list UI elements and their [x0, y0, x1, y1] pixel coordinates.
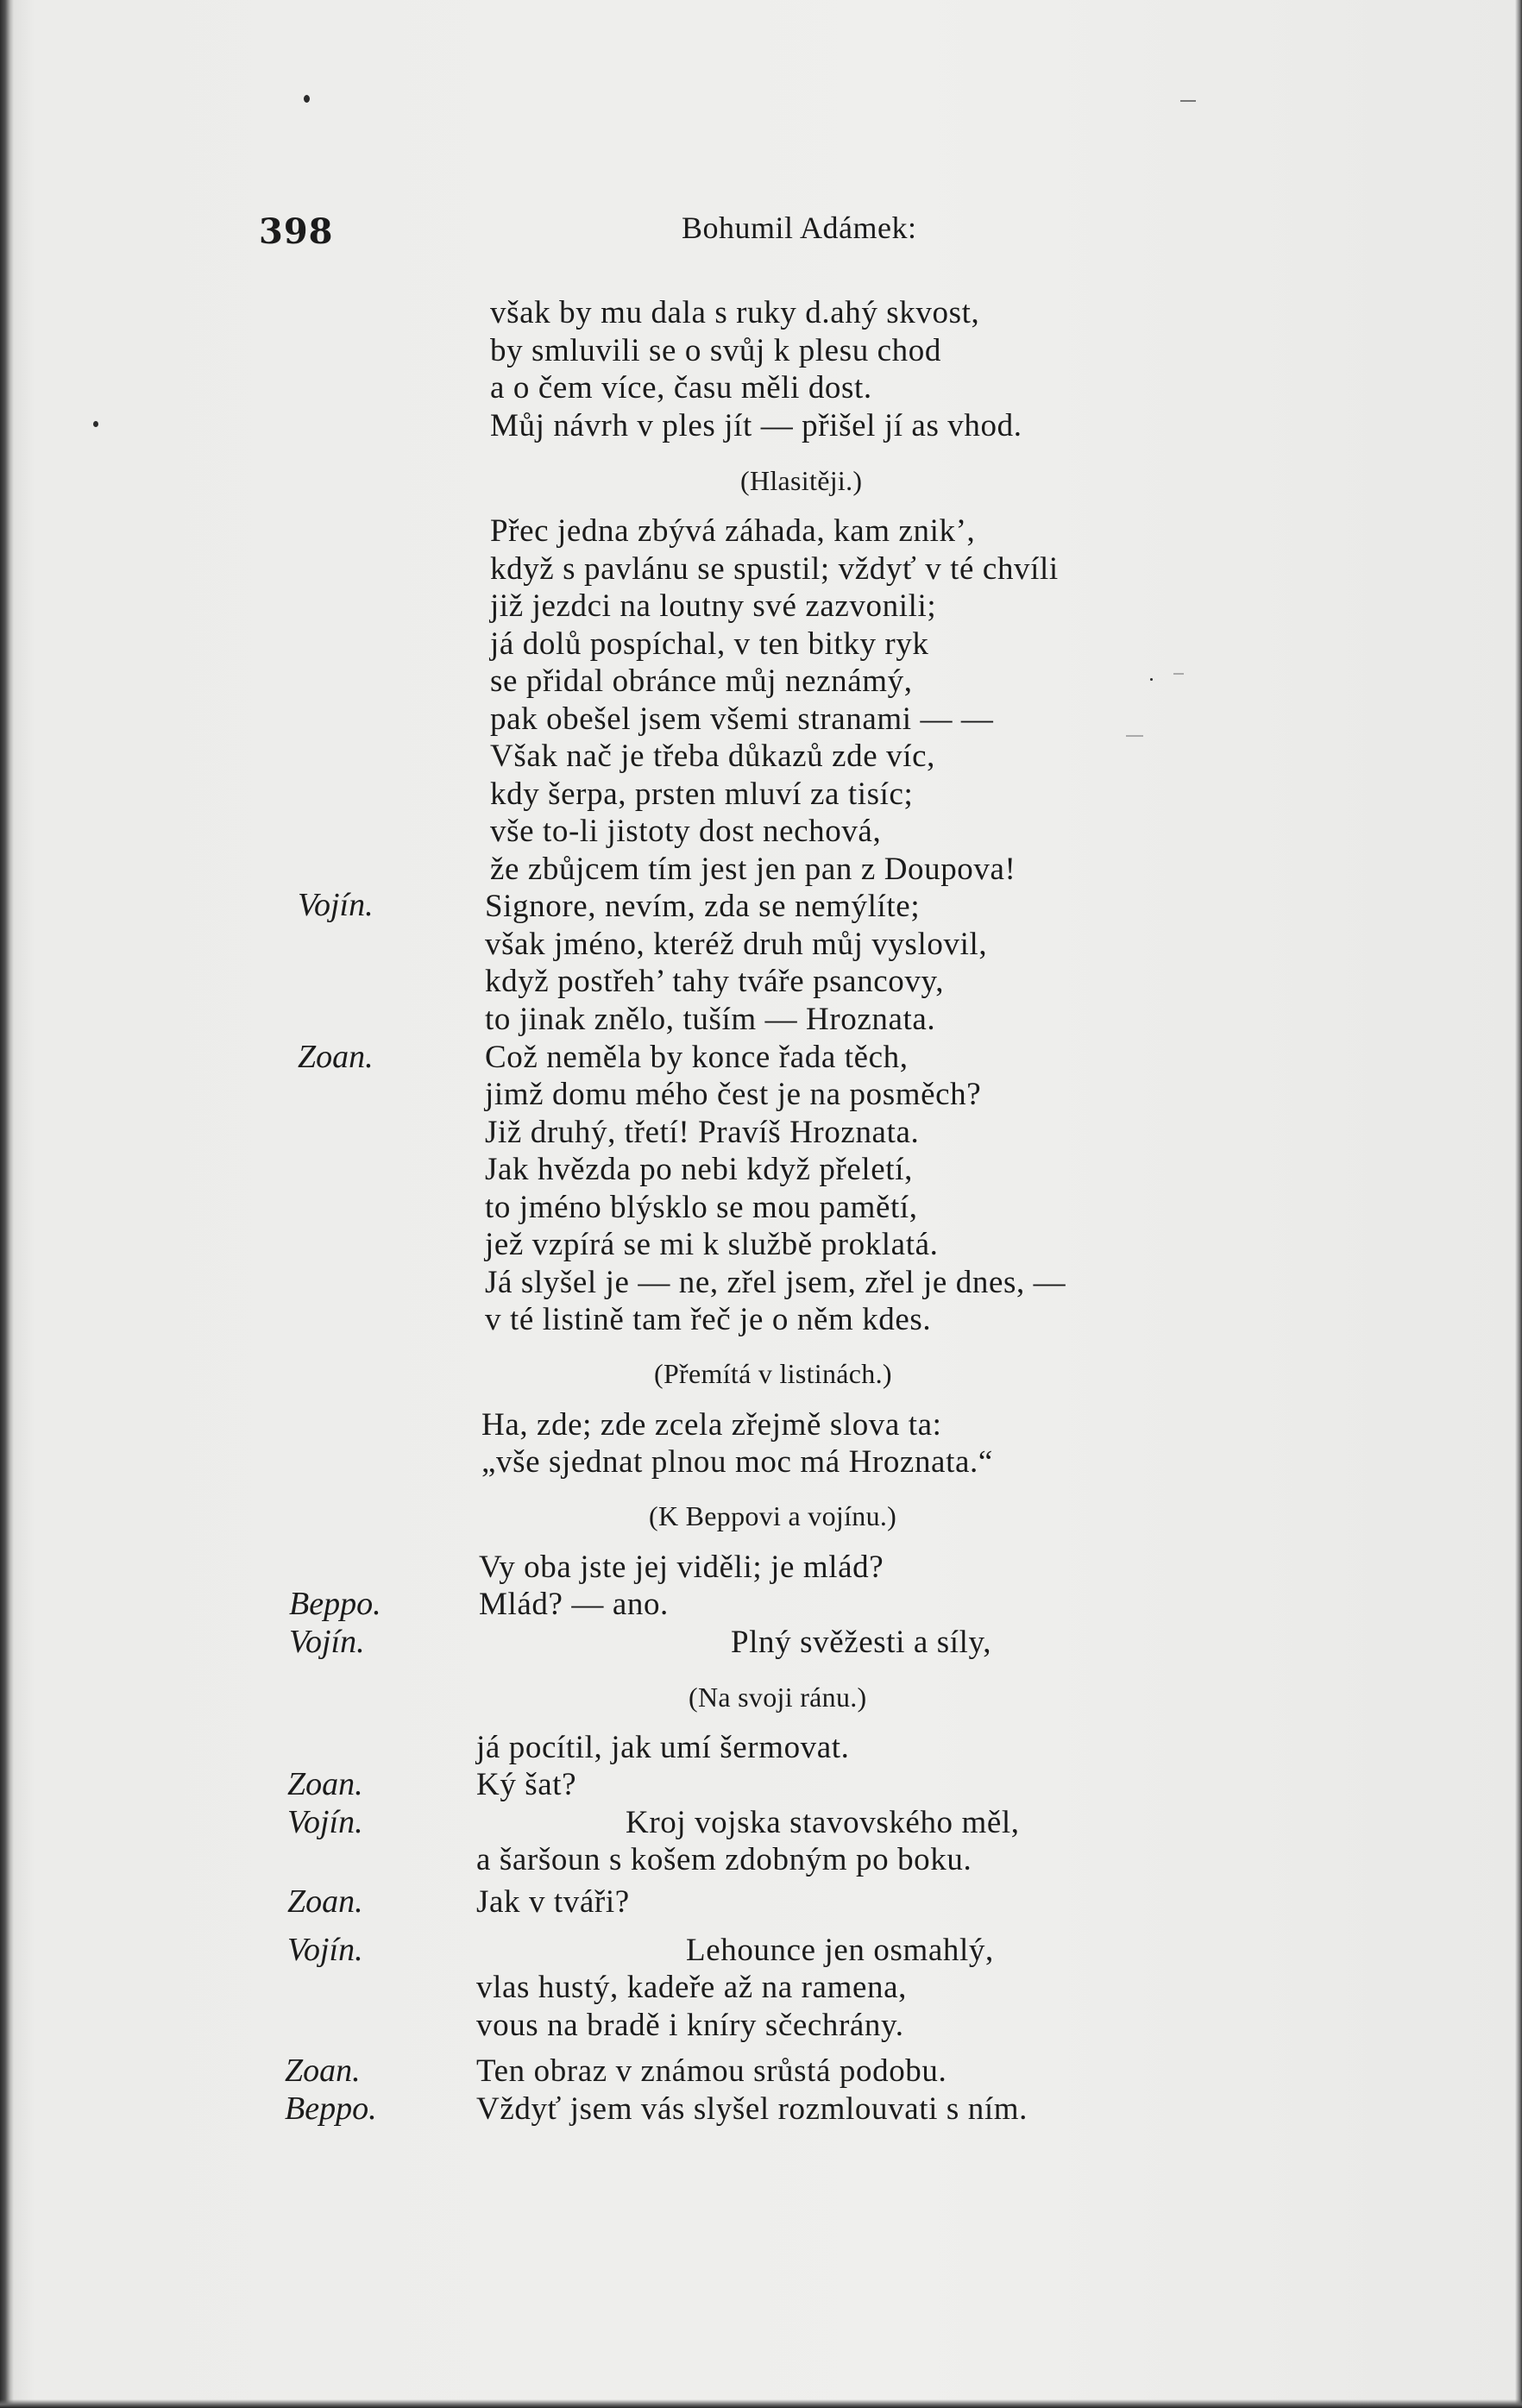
verse-line: by smluvili se o svůj k plesu chod [490, 333, 941, 368]
verse-line: Můj návrh v ples jít — přišel jí as vhod. [490, 408, 1022, 443]
verse-line: vše to-li jistoty dost nechová, [490, 814, 882, 849]
speaker-label: Beppo. [285, 2090, 377, 2127]
speaker-label: Vojín. [289, 1624, 365, 1660]
verse-line: však by mu dala s ruky d.ahý skvost, [490, 295, 980, 330]
verse-line: Vy oba jste jej viděli; je mlád? [479, 1550, 884, 1585]
verse-line: když s pavlánu se spustil; vždyť v té chvíli [490, 551, 1059, 587]
verse-line: „vše sjednat plnou moc má Hroznata.“ [481, 1444, 993, 1480]
speaker-label: Zoan. [287, 1766, 363, 1802]
verse-line: jež vzpírá se mi k službě proklatá. [485, 1227, 939, 1262]
verse-line: Což neměla by konce řada těch, [485, 1040, 909, 1075]
page-number: 398 [259, 211, 334, 252]
verse-line: v té listině tam řeč je o něm kdes. [485, 1302, 932, 1337]
speaker-label: Zoan. [298, 1039, 374, 1075]
stage-direction: (Přemítá v listinách.) [654, 1358, 892, 1389]
margin-mark [1126, 735, 1143, 737]
verse-line: Přec jedna zbývá záhada, kam znik’, [490, 513, 976, 549]
verse-line: již jezdci na loutny své zazvonili; [490, 588, 937, 624]
verse-line: se přidal obránce můj neznámý, [490, 663, 913, 699]
page-bottom-edge-shadow [0, 2399, 1522, 2408]
page-right-edge-shadow [1515, 0, 1522, 2408]
margin-mark [1173, 673, 1184, 675]
speaker-label: Vojín. [298, 887, 374, 923]
verse-line: Kroj vojska stavovského měl, [626, 1805, 1020, 1840]
verse-line: Již druhý, třetí! Pravíš Hroznata. [485, 1115, 920, 1150]
speaker-label: Vojín. [287, 1932, 363, 1968]
verse-line: Však nač je třeba důkazů zde víc, [490, 739, 935, 774]
verse-line: však jméno, kteréž druh můj vyslovil, [485, 927, 988, 962]
verse-line: Jak hvězda po nebi když přeletí, [485, 1152, 913, 1187]
verse-line: Ha, zde; zde zcela zřejmě slova ta: [481, 1407, 942, 1443]
verse-line: pak obešel jsem všemi stranami — — [490, 701, 994, 737]
verse-line: Ten obraz v známou srůstá podobu. [476, 2053, 947, 2089]
verse-line: Ký šat? [476, 1767, 577, 1802]
verse-line: vous na bradě i kníry sčechrány. [476, 2008, 904, 2043]
stage-direction: (Hlasitěji.) [740, 465, 863, 496]
verse-line: vlas hustý, kadeře až na ramena, [476, 1970, 907, 2005]
verse-line: já pocítil, jak umí šermovat. [476, 1730, 850, 1765]
verse-line: když postřeh’ tahy tváře psancovy, [485, 964, 945, 999]
verse-line: Signore, nevím, zda se nemýlíte; [485, 889, 921, 924]
margin-mark [1180, 100, 1196, 102]
verse-line: Vždyť jsem vás slyšel rozmlouvati s ním. [476, 2091, 1028, 2127]
verse-line: to jinak znělo, tuším — Hroznata. [485, 1002, 936, 1037]
speaker-label: Zoan. [285, 2053, 361, 2089]
verse-line: Mlád? — ano. [479, 1587, 669, 1622]
stage-direction: (K Beppovi a vojínu.) [649, 1500, 897, 1531]
ink-speck [304, 95, 310, 103]
verse-line: Plný svěžesti a síly, [731, 1625, 992, 1660]
verse-line: a o čem více, času měli dost. [490, 370, 872, 406]
verse-line: a šaršoun s košem zdobným po boku. [476, 1842, 972, 1877]
verse-line: Já slyšel je — ne, zřel jsem, zřel je dnes, — [485, 1265, 1066, 1300]
speaker-label: Beppo. [289, 1586, 381, 1622]
ink-speck [1150, 678, 1153, 681]
stage-direction: (Na svoji ránu.) [689, 1682, 867, 1713]
running-head: Bohumil Adámek: [682, 211, 917, 245]
verse-line: já dolů pospíchal, v ten bitky ryk [490, 626, 929, 662]
ink-speck [93, 421, 98, 427]
verse-line: že zbůjcem tím jest jen pan z Doupova! [490, 852, 1016, 887]
speaker-label: Vojín. [287, 1804, 363, 1840]
verse-line: Jak v tváři? [476, 1884, 630, 1920]
page-left-edge-shadow [0, 0, 14, 2408]
verse-line: to jméno blýsklo se mou pamětí, [485, 1190, 918, 1225]
verse-line: Lehounce jen osmahlý, [686, 1933, 994, 1968]
verse-line: jimž domu mého čest je na posměch? [485, 1077, 982, 1112]
verse-line: kdy šerpa, prsten mluví za tisíc; [490, 776, 914, 812]
speaker-label: Zoan. [287, 1883, 363, 1920]
